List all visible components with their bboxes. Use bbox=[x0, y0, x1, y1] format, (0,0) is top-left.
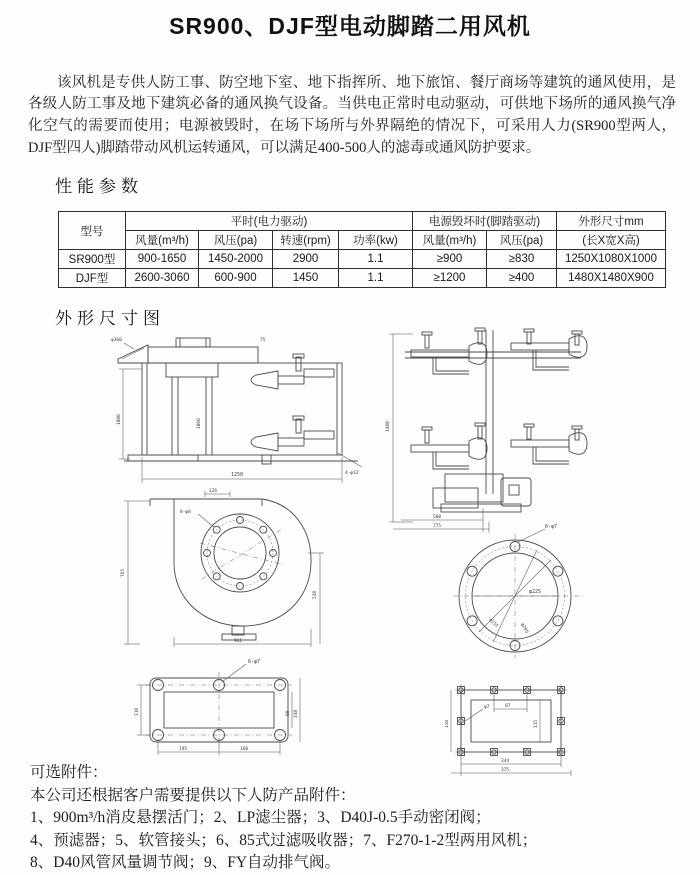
accessories-line: 1、900m³/h消皮悬摆活门；2、LP滤尘器；3、D40J-0.5手动密闭阀； bbox=[30, 809, 491, 827]
col-group-power-fail: 电源毁坏时(脚踏驱动) bbox=[413, 212, 557, 231]
col-header-pressure-2: 风压(pa) bbox=[487, 231, 557, 250]
round-flange-drawing bbox=[445, 520, 595, 660]
accessories-subtitle: 本公司还根据客户需要提供以下人防产品附件： bbox=[30, 786, 356, 804]
svg-text:500: 500 bbox=[433, 515, 442, 520]
col-header-airflow-1: 风量(m³/h) bbox=[126, 231, 199, 250]
svg-text:φ360: φ360 bbox=[111, 338, 122, 343]
svg-text:6-φ7: 6-φ7 bbox=[248, 659, 261, 665]
section-heading-dimensions: 外形尺寸图 bbox=[55, 309, 165, 328]
accessories-line: 8、D40风管风量调节阀；9、FY自动排气阀。 bbox=[30, 854, 341, 872]
svg-text:φ7: φ7 bbox=[484, 705, 490, 710]
performance-table bbox=[58, 211, 666, 288]
svg-text:195: 195 bbox=[179, 747, 188, 752]
svg-text:φ225: φ225 bbox=[529, 589, 542, 595]
table-header-row-1 bbox=[59, 212, 666, 231]
col-group-normal: 平时(电力驱动) bbox=[126, 212, 413, 231]
page-title: SR900、DJF型电动脚踏二用风机 bbox=[169, 13, 531, 39]
section-heading-performance: 性能参数 bbox=[55, 177, 143, 196]
svg-text:160: 160 bbox=[240, 747, 249, 752]
cell: 2600-3060 bbox=[126, 269, 199, 288]
svg-text:538: 538 bbox=[313, 590, 318, 599]
cell: 1450-2000 bbox=[199, 250, 273, 269]
side-view-drawing bbox=[110, 333, 375, 503]
accessories-line: 4、预滤器；5、软管接头；6、85式过滤吸收器；7、F270-1-2型两用风机； bbox=[30, 831, 538, 849]
accessories-title: 可选附件： bbox=[30, 764, 108, 781]
col-header-model: 型号 bbox=[59, 212, 126, 250]
svg-text:375: 375 bbox=[501, 768, 510, 773]
svg-text:1480: 1480 bbox=[386, 421, 391, 432]
cell: ≥830 bbox=[487, 250, 557, 269]
cell: 1.1 bbox=[339, 250, 413, 269]
cell: 600-900 bbox=[199, 269, 273, 288]
svg-text:90: 90 bbox=[286, 710, 291, 716]
svg-text:1250: 1250 bbox=[231, 472, 244, 478]
svg-text:1000: 1000 bbox=[117, 414, 122, 425]
svg-text:115: 115 bbox=[534, 719, 539, 728]
svg-text:126: 126 bbox=[209, 489, 218, 494]
top-view-drawing bbox=[383, 322, 598, 534]
table-row-sr900 bbox=[59, 250, 666, 269]
cell: 900-1650 bbox=[126, 250, 199, 269]
svg-text:6-φ7: 6-φ7 bbox=[545, 524, 558, 530]
cell: DJF型 bbox=[59, 269, 126, 288]
svg-text:118: 118 bbox=[135, 707, 140, 716]
cell: ≥900 bbox=[413, 250, 487, 269]
col-header-pressure-1: 风压(pa) bbox=[199, 231, 273, 250]
col-header-speed: 转速(rpm) bbox=[273, 231, 339, 250]
volute-drawing bbox=[110, 487, 332, 647]
svg-text:150: 150 bbox=[445, 719, 450, 728]
svg-text:φ295: φ295 bbox=[519, 622, 529, 635]
cell: 2900 bbox=[273, 250, 339, 269]
svg-text:775: 775 bbox=[433, 524, 442, 529]
cell: 1480X1480X900 bbox=[557, 269, 666, 288]
svg-text:961: 961 bbox=[234, 639, 243, 644]
svg-text:87: 87 bbox=[505, 704, 511, 709]
svg-text:1060: 1060 bbox=[197, 418, 202, 429]
svg-text:75: 75 bbox=[260, 338, 266, 343]
table-header-row-2 bbox=[59, 231, 666, 250]
col-header-airflow-2: 风量(m³/h) bbox=[413, 231, 487, 250]
table-row-djf bbox=[59, 269, 666, 288]
cell: ≥1200 bbox=[413, 269, 487, 288]
col-header-size-sub: (长X宽X高) bbox=[557, 231, 666, 250]
svg-text:765: 765 bbox=[121, 568, 126, 577]
cell: 1.1 bbox=[339, 269, 413, 288]
svg-text:4-φ12: 4-φ12 bbox=[345, 471, 359, 476]
svg-text:344: 344 bbox=[501, 759, 510, 764]
col-header-power: 功率(kw) bbox=[339, 231, 413, 250]
col-header-size: 外形尺寸mm bbox=[557, 212, 666, 231]
rect-flange-6hole-drawing bbox=[134, 652, 304, 760]
svg-text:148: 148 bbox=[294, 709, 299, 718]
cell: SR900型 bbox=[59, 250, 126, 269]
svg-text:φ255: φ255 bbox=[487, 617, 499, 630]
accessories-section bbox=[30, 762, 680, 875]
intro-paragraph: 该风机是专供人防工事、防空地下室、地下指挥所、地下旅馆、餐厅商场等建筑的通风使用，是各级人防工事及地下建筑必备的通风换气设备。当供电正常时电动驱动，可供地下场所的通风换气净化空气的需要而使用；电源被毁时，在场下场所与外界隔绝的情况下，可采用人力(SR900型两人，DJF型四人)脚踏带动风机运转通风，可以满足400-500人的滤毒或通风防护要求。 bbox=[28, 74, 676, 156]
svg-text:8-φ8: 8-φ8 bbox=[180, 510, 191, 515]
cell: 1250X1080X1000 bbox=[557, 250, 666, 269]
cell: 1450 bbox=[273, 269, 339, 288]
cell: ≥400 bbox=[487, 269, 557, 288]
